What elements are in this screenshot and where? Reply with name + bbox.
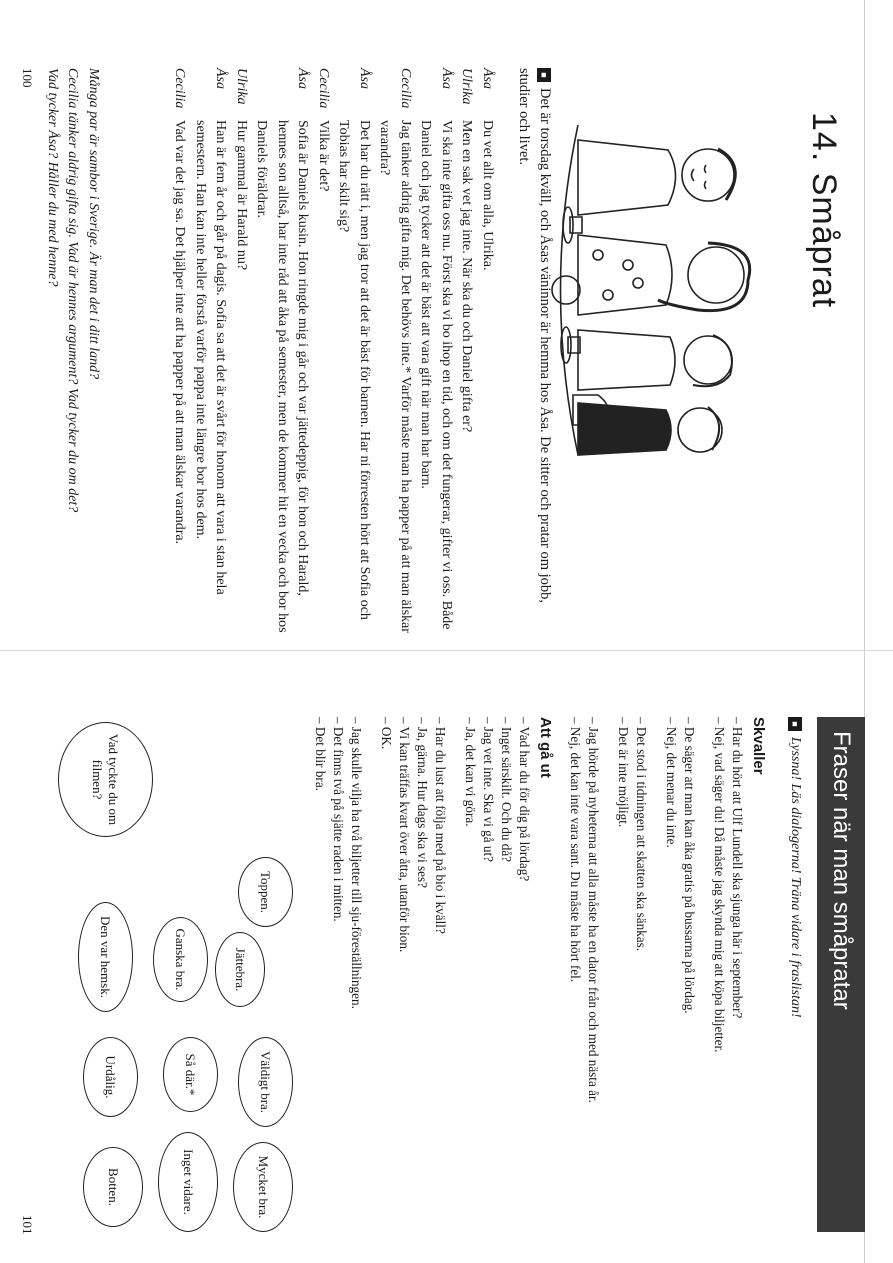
phrase-group [614,717,650,1247]
line-text: Vi ska inte gifta oss nu. Först ska vi bo ihop en tid, och om det fungerar, gifter vi oss. Både Daniel och jag tycker att det är bäst att vara gift när man har barn. [418,120,454,630]
speaker: Cecilia [172,68,188,109]
dialogue-line [313,68,334,633]
line-text: Vad var det jag sa. Det hjälper inte att ha papper på att man älskar varandra. [172,120,188,545]
phrase-line: – Jag skulle vilja ha två biljetter till sju-föreställningen. [349,717,364,1009]
dialogue-line [477,68,498,633]
answer-bubble: Inget vidare. [158,1132,218,1232]
line-text: Vilka är det? [316,120,331,192]
phrases-banner: Fraser när man småpratar [817,717,865,1232]
speaker: Åsa [213,68,229,89]
speaker: Cecilia [316,68,331,109]
phrase-list [299,717,775,1247]
dialogue-line [169,68,190,633]
women-at-table-illustration [528,105,778,475]
phrase-group [311,717,365,1247]
section-heading: Skvaller [750,717,767,775]
answer-bubble: Så där.* [163,1037,218,1112]
answer-bubble: Väldigt bra. [238,1037,293,1127]
phrase-group [377,717,449,1247]
speaker: Cecilia [398,68,413,109]
phrase-line: – De säger att man kan åka gratis på bussarna på lördag. [682,717,697,1014]
dialogue-line [251,68,313,633]
instruction-text: Lyssna! Läs dialogerna! Träna vidare i fraslistan! [788,737,803,1018]
phrase-line: – Nej, det menar du inte. [664,717,679,848]
dialogue-line [190,68,231,633]
line-text: Men en sak vet jag inte. När ska du och Daniel gifta er? [459,120,475,433]
line-text: Hur gammal är Harald nu? [234,120,249,271]
instruction [787,717,803,1237]
speaker: Ulrika [459,68,475,105]
audio-track-icon: ■ [537,68,551,82]
phrase-line: – Det är inte möjligt. [616,717,631,828]
phrase-line: – Inget särskilt. Och du då? [499,717,514,863]
speaker: Åsa [357,68,372,89]
dialogue-line [415,68,456,633]
discussion-questions [42,68,104,633]
answer-bubble: Botten. [83,1147,143,1227]
line-text: Det har du rätt i, men jag tror att det är bäst för barnen. Har ni förresten hört att Sofia och Tobias har skilt sig? [336,120,372,620]
line-text: Han är fem år och går på dagis. Sofia sa att det är svårt för honom att vara i stan hela semestern. Han kan inte heller förstå varför pappa inte längre bor hos dem. [193,120,229,595]
speaker: Ulrika [234,68,249,105]
phrase-line: – Har du lust att följa med på bio i kväll? [433,717,448,934]
answer-bubble: Toppen. [238,857,293,927]
phrase-line: – Det stod i tidningen att skatten ska sänkas. [634,717,649,952]
page-number: 101 [20,1215,35,1235]
speaker: Åsa [480,68,495,89]
dialogue-line [456,68,477,633]
intro-text: Det är torsdag kväll, och Åsas väninnor är hemma hos Åsa. De sitter och pratar om jobb, studier och livet. [516,68,553,604]
line-text: Du vet allt om alla, Ulrika. [480,120,495,271]
answer-bubble: Urdålig. [83,1037,138,1117]
dialogue-line [333,68,374,633]
page-gutter [0,650,893,651]
section-heading: Att gå ut [537,717,554,778]
dialogue-line [374,68,415,633]
phrase-line: – Jag hörde på nyheterna att alla måste ha en dator från och med nästa år. [586,717,601,1103]
speech-bubbles [3,717,303,1237]
phrase-line: – Det finns två på sjätte raden i mitten. [331,717,346,922]
phrase-group [461,717,533,1247]
speaker: Åsa [295,68,311,89]
discussion-question: Många par är sambor i Sverige. Är man det i ditt land? [86,68,101,380]
phrase-line: – Nej, det kan inte vara sant. Du måste ha hört fel. [568,717,583,983]
chapter-intro [513,68,555,628]
answer-bubble: Den var hemsk. [78,902,133,1012]
dialogue [169,68,497,633]
discussion-question: Vad tycker Åsa? Håller du med henne? [45,68,60,287]
phrase-line: – OK. [379,717,394,750]
line-text: Jag tänker aldrig gifta mig. Det behövs inte.* Varför måste man ha papper på att man älskar varandra? [377,120,413,633]
phrase-group [566,717,602,1247]
question-bubble: Vad tyckte du om filmen? [58,722,153,837]
answer-bubble: Mycket bra. [233,1142,293,1232]
phrase-line: – Nej, vad säger du! Då måste jag skynda mig att köpa biljetter. [712,717,727,1053]
answer-bubble: Ganska bra. [153,917,208,1002]
phrase-line: – Ja, gärna. Hur dags ska vi ses? [415,717,430,889]
page-number: 100 [20,68,35,88]
phrase-line: – Jag vet inte. Ska vi gå ut? [481,717,496,863]
line-text: Sofia är Daniels kusin. Hon ringde mig i går och var jättedeppig, för hon och Harald, hennes son alltså, har inte råd att åka på semester, men de kommer hit en vecka och bor hos Daniels föräldrar. [254,120,311,633]
phrase-line: – Vad har du för dig på lördag? [517,717,532,882]
audio-track-icon: ■ [788,717,802,731]
phrase-group [662,717,698,1247]
speaker: Åsa [439,68,454,89]
dialogue-line [231,68,252,633]
phrase-line: – Det blir bra. [313,717,328,791]
answer-bubble: Jättebra. [215,932,265,1007]
phrase-line: – Har du hört att Ulf Lundell ska sjunga här i september? [730,717,745,1019]
right-page [0,655,893,1263]
phrase-group [710,717,746,1247]
phrase-line: – Vi kan träffas kvart över åtta, utanför bion. [397,717,412,953]
chapter-title: 14. Småprat [805,112,843,309]
discussion-question: Cecilia tänker aldrig gifta sig. Vad är hennes argument? Vad tycker du om det? [65,68,81,513]
phrase-line: – Ja, det kan vi göra. [463,717,478,827]
